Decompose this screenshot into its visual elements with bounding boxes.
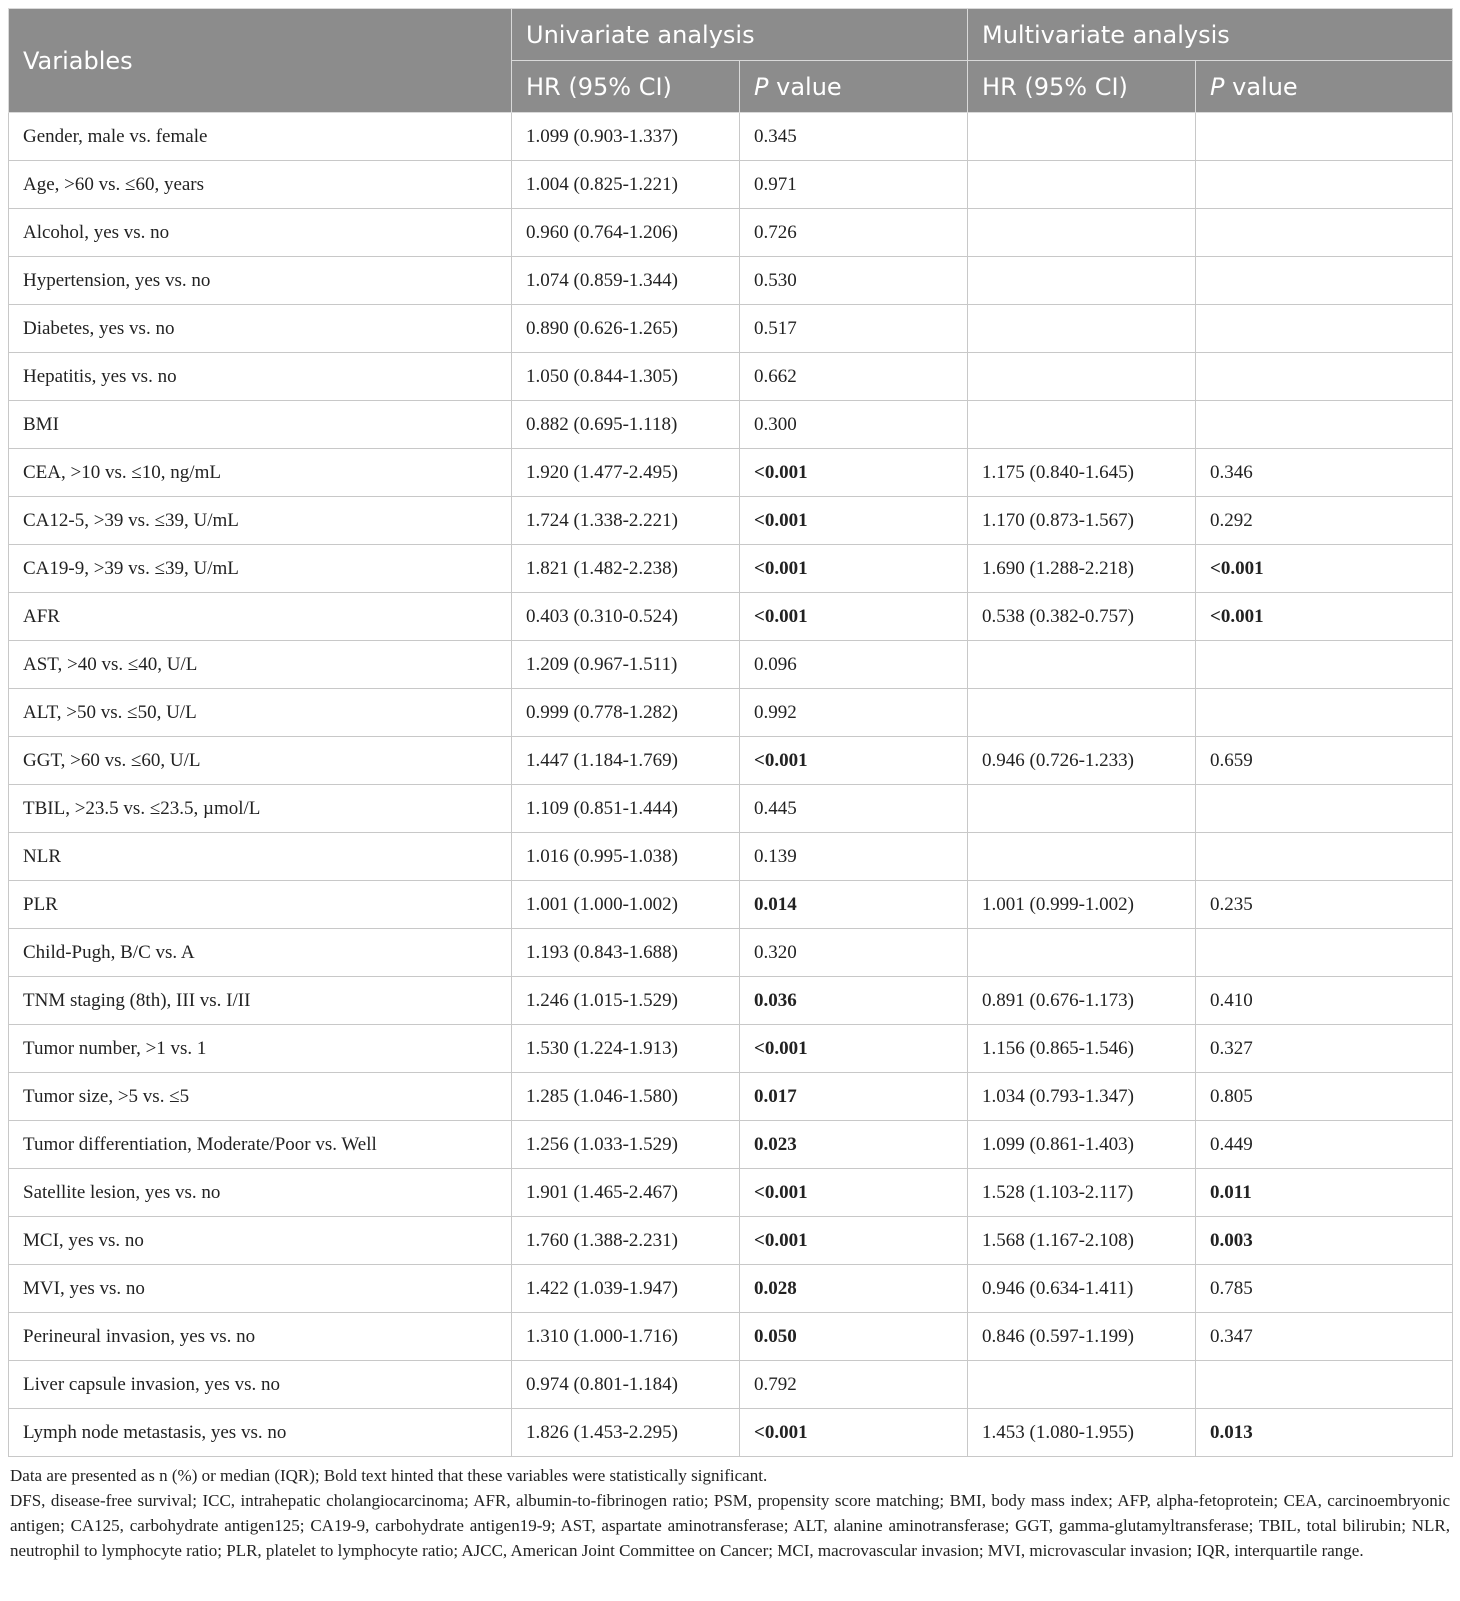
cell-uni-p: <0.001	[740, 449, 968, 497]
cell-multi-hr: 1.170 (0.873-1.567)	[968, 497, 1196, 545]
cell-multi-p	[1196, 401, 1453, 449]
cell-uni-hr: 0.999 (0.778-1.282)	[512, 689, 740, 737]
cell-variable: Tumor number, >1 vs. 1	[9, 1025, 512, 1073]
cell-uni-p: <0.001	[740, 497, 968, 545]
cell-uni-p: 0.517	[740, 305, 968, 353]
cell-variable: MVI, yes vs. no	[9, 1265, 512, 1313]
header-row-groups	[9, 9, 1453, 61]
cell-uni-hr: 0.882 (0.695-1.118)	[512, 401, 740, 449]
header-univariate: Univariate analysis	[512, 9, 968, 61]
cell-uni-p: 0.300	[740, 401, 968, 449]
header-multi-p	[1196, 61, 1453, 113]
cell-variable: Lymph node metastasis, yes vs. no	[9, 1409, 512, 1457]
cell-variable: Gender, male vs. female	[9, 113, 512, 161]
cell-uni-hr: 1.901 (1.465-2.467)	[512, 1169, 740, 1217]
header-uni-hr: HR (95% CI)	[512, 61, 740, 113]
cell-multi-p	[1196, 257, 1453, 305]
cell-multi-hr	[968, 209, 1196, 257]
table-row	[9, 161, 1453, 209]
p-letter: P	[754, 72, 769, 101]
table-row	[9, 641, 1453, 689]
cell-multi-p	[1196, 689, 1453, 737]
table-row	[9, 449, 1453, 497]
cell-uni-hr: 0.960 (0.764-1.206)	[512, 209, 740, 257]
p-suffix: value	[1224, 72, 1298, 101]
cell-variable: BMI	[9, 401, 512, 449]
table-row	[9, 833, 1453, 881]
cell-multi-hr: 1.001 (0.999-1.002)	[968, 881, 1196, 929]
table-row	[9, 1361, 1453, 1409]
cell-multi-p	[1196, 641, 1453, 689]
table-row	[9, 497, 1453, 545]
cell-multi-hr	[968, 305, 1196, 353]
cell-uni-p: 0.445	[740, 785, 968, 833]
cell-uni-hr: 1.209 (0.967-1.511)	[512, 641, 740, 689]
document	[8, 8, 1452, 1563]
cell-uni-p: 0.726	[740, 209, 968, 257]
cell-uni-hr: 1.920 (1.477-2.495)	[512, 449, 740, 497]
cell-multi-hr	[968, 401, 1196, 449]
cell-uni-p: 0.017	[740, 1073, 968, 1121]
header-multi-hr: HR (95% CI)	[968, 61, 1196, 113]
cell-uni-p: 0.345	[740, 113, 968, 161]
cell-variable: CA19-9, >39 vs. ≤39, U/mL	[9, 545, 512, 593]
cell-uni-p: <0.001	[740, 1025, 968, 1073]
cell-multi-hr: 1.099 (0.861-1.403)	[968, 1121, 1196, 1169]
cell-uni-p: <0.001	[740, 1217, 968, 1265]
cell-uni-p: 0.139	[740, 833, 968, 881]
cell-variable: Tumor size, >5 vs. ≤5	[9, 1073, 512, 1121]
cell-multi-hr: 0.891 (0.676-1.173)	[968, 977, 1196, 1025]
cell-multi-hr	[968, 689, 1196, 737]
table-row	[9, 929, 1453, 977]
cell-multi-hr: 1.034 (0.793-1.347)	[968, 1073, 1196, 1121]
cell-uni-p: 0.971	[740, 161, 968, 209]
table-row	[9, 689, 1453, 737]
cell-multi-p: 0.003	[1196, 1217, 1453, 1265]
cell-uni-hr: 1.724 (1.338-2.221)	[512, 497, 740, 545]
cell-variable: GGT, >60 vs. ≤60, U/L	[9, 737, 512, 785]
cell-multi-p: 0.410	[1196, 977, 1453, 1025]
cell-variable: Diabetes, yes vs. no	[9, 305, 512, 353]
cell-uni-p: 0.530	[740, 257, 968, 305]
table-row	[9, 785, 1453, 833]
table-row	[9, 113, 1453, 161]
cell-uni-hr: 1.422 (1.039-1.947)	[512, 1265, 740, 1313]
cell-uni-hr: 1.246 (1.015-1.529)	[512, 977, 740, 1025]
header-multivariate: Multivariate analysis	[968, 9, 1453, 61]
cell-uni-hr: 0.890 (0.626-1.265)	[512, 305, 740, 353]
cell-multi-p: 0.235	[1196, 881, 1453, 929]
cell-uni-hr: 1.001 (1.000-1.002)	[512, 881, 740, 929]
table-row	[9, 1313, 1453, 1361]
cell-variable: Satellite lesion, yes vs. no	[9, 1169, 512, 1217]
cell-multi-hr	[968, 353, 1196, 401]
cell-multi-p: 0.013	[1196, 1409, 1453, 1457]
cell-uni-p: <0.001	[740, 1169, 968, 1217]
cell-variable: Liver capsule invasion, yes vs. no	[9, 1361, 512, 1409]
cell-multi-p: 0.805	[1196, 1073, 1453, 1121]
table-row	[9, 209, 1453, 257]
cell-multi-hr: 1.156 (0.865-1.546)	[968, 1025, 1196, 1073]
table-footnotes	[8, 1463, 1452, 1563]
cell-uni-p: <0.001	[740, 545, 968, 593]
cell-multi-p: 0.011	[1196, 1169, 1453, 1217]
cell-multi-hr: 1.568 (1.167-2.108)	[968, 1217, 1196, 1265]
cell-variable: CEA, >10 vs. ≤10, ng/mL	[9, 449, 512, 497]
cell-uni-hr: 1.074 (0.859-1.344)	[512, 257, 740, 305]
table-header	[9, 9, 1453, 113]
cell-multi-p: 0.785	[1196, 1265, 1453, 1313]
table-row	[9, 353, 1453, 401]
cell-multi-hr	[968, 113, 1196, 161]
cell-uni-hr: 1.109 (0.851-1.444)	[512, 785, 740, 833]
table-row	[9, 593, 1453, 641]
cell-multi-hr: 1.528 (1.103-2.117)	[968, 1169, 1196, 1217]
cell-multi-p: 0.346	[1196, 449, 1453, 497]
cell-multi-p: 0.327	[1196, 1025, 1453, 1073]
cell-multi-p	[1196, 113, 1453, 161]
cell-multi-p: 0.347	[1196, 1313, 1453, 1361]
cell-uni-p: <0.001	[740, 737, 968, 785]
cell-multi-hr	[968, 785, 1196, 833]
cell-uni-p: 0.320	[740, 929, 968, 977]
cell-uni-hr: 1.821 (1.482-2.238)	[512, 545, 740, 593]
cell-multi-hr	[968, 1361, 1196, 1409]
cell-uni-p: 0.662	[740, 353, 968, 401]
table-row	[9, 545, 1453, 593]
cell-variable: Child-Pugh, B/C vs. A	[9, 929, 512, 977]
cell-uni-p: 0.014	[740, 881, 968, 929]
footnote-abbreviations: DFS, disease-free survival; ICC, intrahepatic cholangiocarcinoma; AFR, albumin-to-fibrinogen ratio; PSM, propensity score matching; BMI, body mass index; AFP, alpha-fetoprotein; CEA, carcinoembryonic antigen; CA125, carbohydrate antigen125; CA19-9, carbohydrate antigen19-9; AST, aspartate aminotransferase; ALT, alanine aminotransferase; GGT, gamma-glutamyltransferase; TBIL, total bilirubin; NLR, neutrophil to lymphocyte ratio; PLR, platelet to lymphocyte ratio; AJCC, American Joint Committee on Cancer; MCI, macrovascular invasion; MVI, microvascular invasion; IQR, interquartile range.	[10, 1491, 1450, 1560]
cell-uni-hr: 0.974 (0.801-1.184)	[512, 1361, 740, 1409]
table-body	[9, 113, 1453, 1457]
cell-uni-p: 0.050	[740, 1313, 968, 1361]
cell-multi-hr: 0.846 (0.597-1.199)	[968, 1313, 1196, 1361]
cell-uni-hr: 1.760 (1.388-2.231)	[512, 1217, 740, 1265]
cell-uni-hr: 1.447 (1.184-1.769)	[512, 737, 740, 785]
p-suffix: value	[768, 72, 842, 101]
cell-uni-p: 0.028	[740, 1265, 968, 1313]
table-row	[9, 257, 1453, 305]
table-row	[9, 1265, 1453, 1313]
header-variables: Variables	[9, 9, 512, 113]
cell-multi-hr: 0.538 (0.382-0.757)	[968, 593, 1196, 641]
cox-regression-table	[8, 8, 1453, 1457]
table-row	[9, 305, 1453, 353]
cell-multi-p	[1196, 161, 1453, 209]
cell-uni-p: 0.023	[740, 1121, 968, 1169]
table-row	[9, 977, 1453, 1025]
cell-variable: NLR	[9, 833, 512, 881]
cell-variable: AFR	[9, 593, 512, 641]
cell-uni-p: 0.992	[740, 689, 968, 737]
cell-multi-hr	[968, 833, 1196, 881]
cell-variable: AST, >40 vs. ≤40, U/L	[9, 641, 512, 689]
cell-variable: TNM staging (8th), III vs. I/II	[9, 977, 512, 1025]
header-uni-p	[740, 61, 968, 113]
cell-variable: Hepatitis, yes vs. no	[9, 353, 512, 401]
cell-variable: Perineural invasion, yes vs. no	[9, 1313, 512, 1361]
cell-multi-hr: 0.946 (0.726-1.233)	[968, 737, 1196, 785]
cell-multi-p: 0.449	[1196, 1121, 1453, 1169]
footnote-note: Data are presented as n (%) or median (IQR); Bold text hinted that these variables were statistically significant.	[10, 1466, 768, 1485]
cell-multi-hr	[968, 161, 1196, 209]
cell-multi-p: 0.659	[1196, 737, 1453, 785]
cell-multi-hr: 1.453 (1.080-1.955)	[968, 1409, 1196, 1457]
cell-uni-hr: 1.256 (1.033-1.529)	[512, 1121, 740, 1169]
cell-multi-p: 0.292	[1196, 497, 1453, 545]
table-row	[9, 881, 1453, 929]
cell-multi-p: <0.001	[1196, 593, 1453, 641]
cell-multi-p	[1196, 353, 1453, 401]
cell-multi-hr	[968, 929, 1196, 977]
cell-uni-p: <0.001	[740, 1409, 968, 1457]
cell-multi-hr: 1.690 (1.288-2.218)	[968, 545, 1196, 593]
cell-multi-hr	[968, 641, 1196, 689]
cell-variable: TBIL, >23.5 vs. ≤23.5, µmol/L	[9, 785, 512, 833]
cell-multi-p	[1196, 785, 1453, 833]
cell-uni-hr: 0.403 (0.310-0.524)	[512, 593, 740, 641]
cell-variable: Age, >60 vs. ≤60, years	[9, 161, 512, 209]
cell-uni-hr: 1.193 (0.843-1.688)	[512, 929, 740, 977]
cell-variable: ALT, >50 vs. ≤50, U/L	[9, 689, 512, 737]
cell-uni-p: 0.036	[740, 977, 968, 1025]
cell-multi-p	[1196, 209, 1453, 257]
p-letter: P	[1210, 72, 1225, 101]
cell-uni-hr: 1.310 (1.000-1.716)	[512, 1313, 740, 1361]
cell-uni-hr: 1.099 (0.903-1.337)	[512, 113, 740, 161]
cell-multi-p	[1196, 1361, 1453, 1409]
cell-variable: Hypertension, yes vs. no	[9, 257, 512, 305]
table-row	[9, 401, 1453, 449]
cell-multi-hr	[968, 257, 1196, 305]
cell-variable: CA12-5, >39 vs. ≤39, U/mL	[9, 497, 512, 545]
cell-variable: MCI, yes vs. no	[9, 1217, 512, 1265]
cell-multi-p	[1196, 929, 1453, 977]
table-row	[9, 1121, 1453, 1169]
cell-uni-p: <0.001	[740, 593, 968, 641]
cell-variable: PLR	[9, 881, 512, 929]
cell-multi-p: <0.001	[1196, 545, 1453, 593]
cell-uni-hr: 1.530 (1.224-1.913)	[512, 1025, 740, 1073]
table-row	[9, 1025, 1453, 1073]
cell-multi-hr: 1.175 (0.840-1.645)	[968, 449, 1196, 497]
cell-multi-p	[1196, 833, 1453, 881]
cell-uni-hr: 1.016 (0.995-1.038)	[512, 833, 740, 881]
cell-uni-hr: 1.826 (1.453-2.295)	[512, 1409, 740, 1457]
cell-uni-hr: 1.004 (0.825-1.221)	[512, 161, 740, 209]
cell-multi-p	[1196, 305, 1453, 353]
table-row	[9, 737, 1453, 785]
cell-uni-hr: 1.285 (1.046-1.580)	[512, 1073, 740, 1121]
table-row	[9, 1073, 1453, 1121]
cell-variable: Tumor differentiation, Moderate/Poor vs. Well	[9, 1121, 512, 1169]
table-row	[9, 1409, 1453, 1457]
cell-multi-hr: 0.946 (0.634-1.411)	[968, 1265, 1196, 1313]
table-row	[9, 1217, 1453, 1265]
cell-uni-p: 0.096	[740, 641, 968, 689]
cell-variable: Alcohol, yes vs. no	[9, 209, 512, 257]
cell-uni-hr: 1.050 (0.844-1.305)	[512, 353, 740, 401]
table-row	[9, 1169, 1453, 1217]
cell-uni-p: 0.792	[740, 1361, 968, 1409]
